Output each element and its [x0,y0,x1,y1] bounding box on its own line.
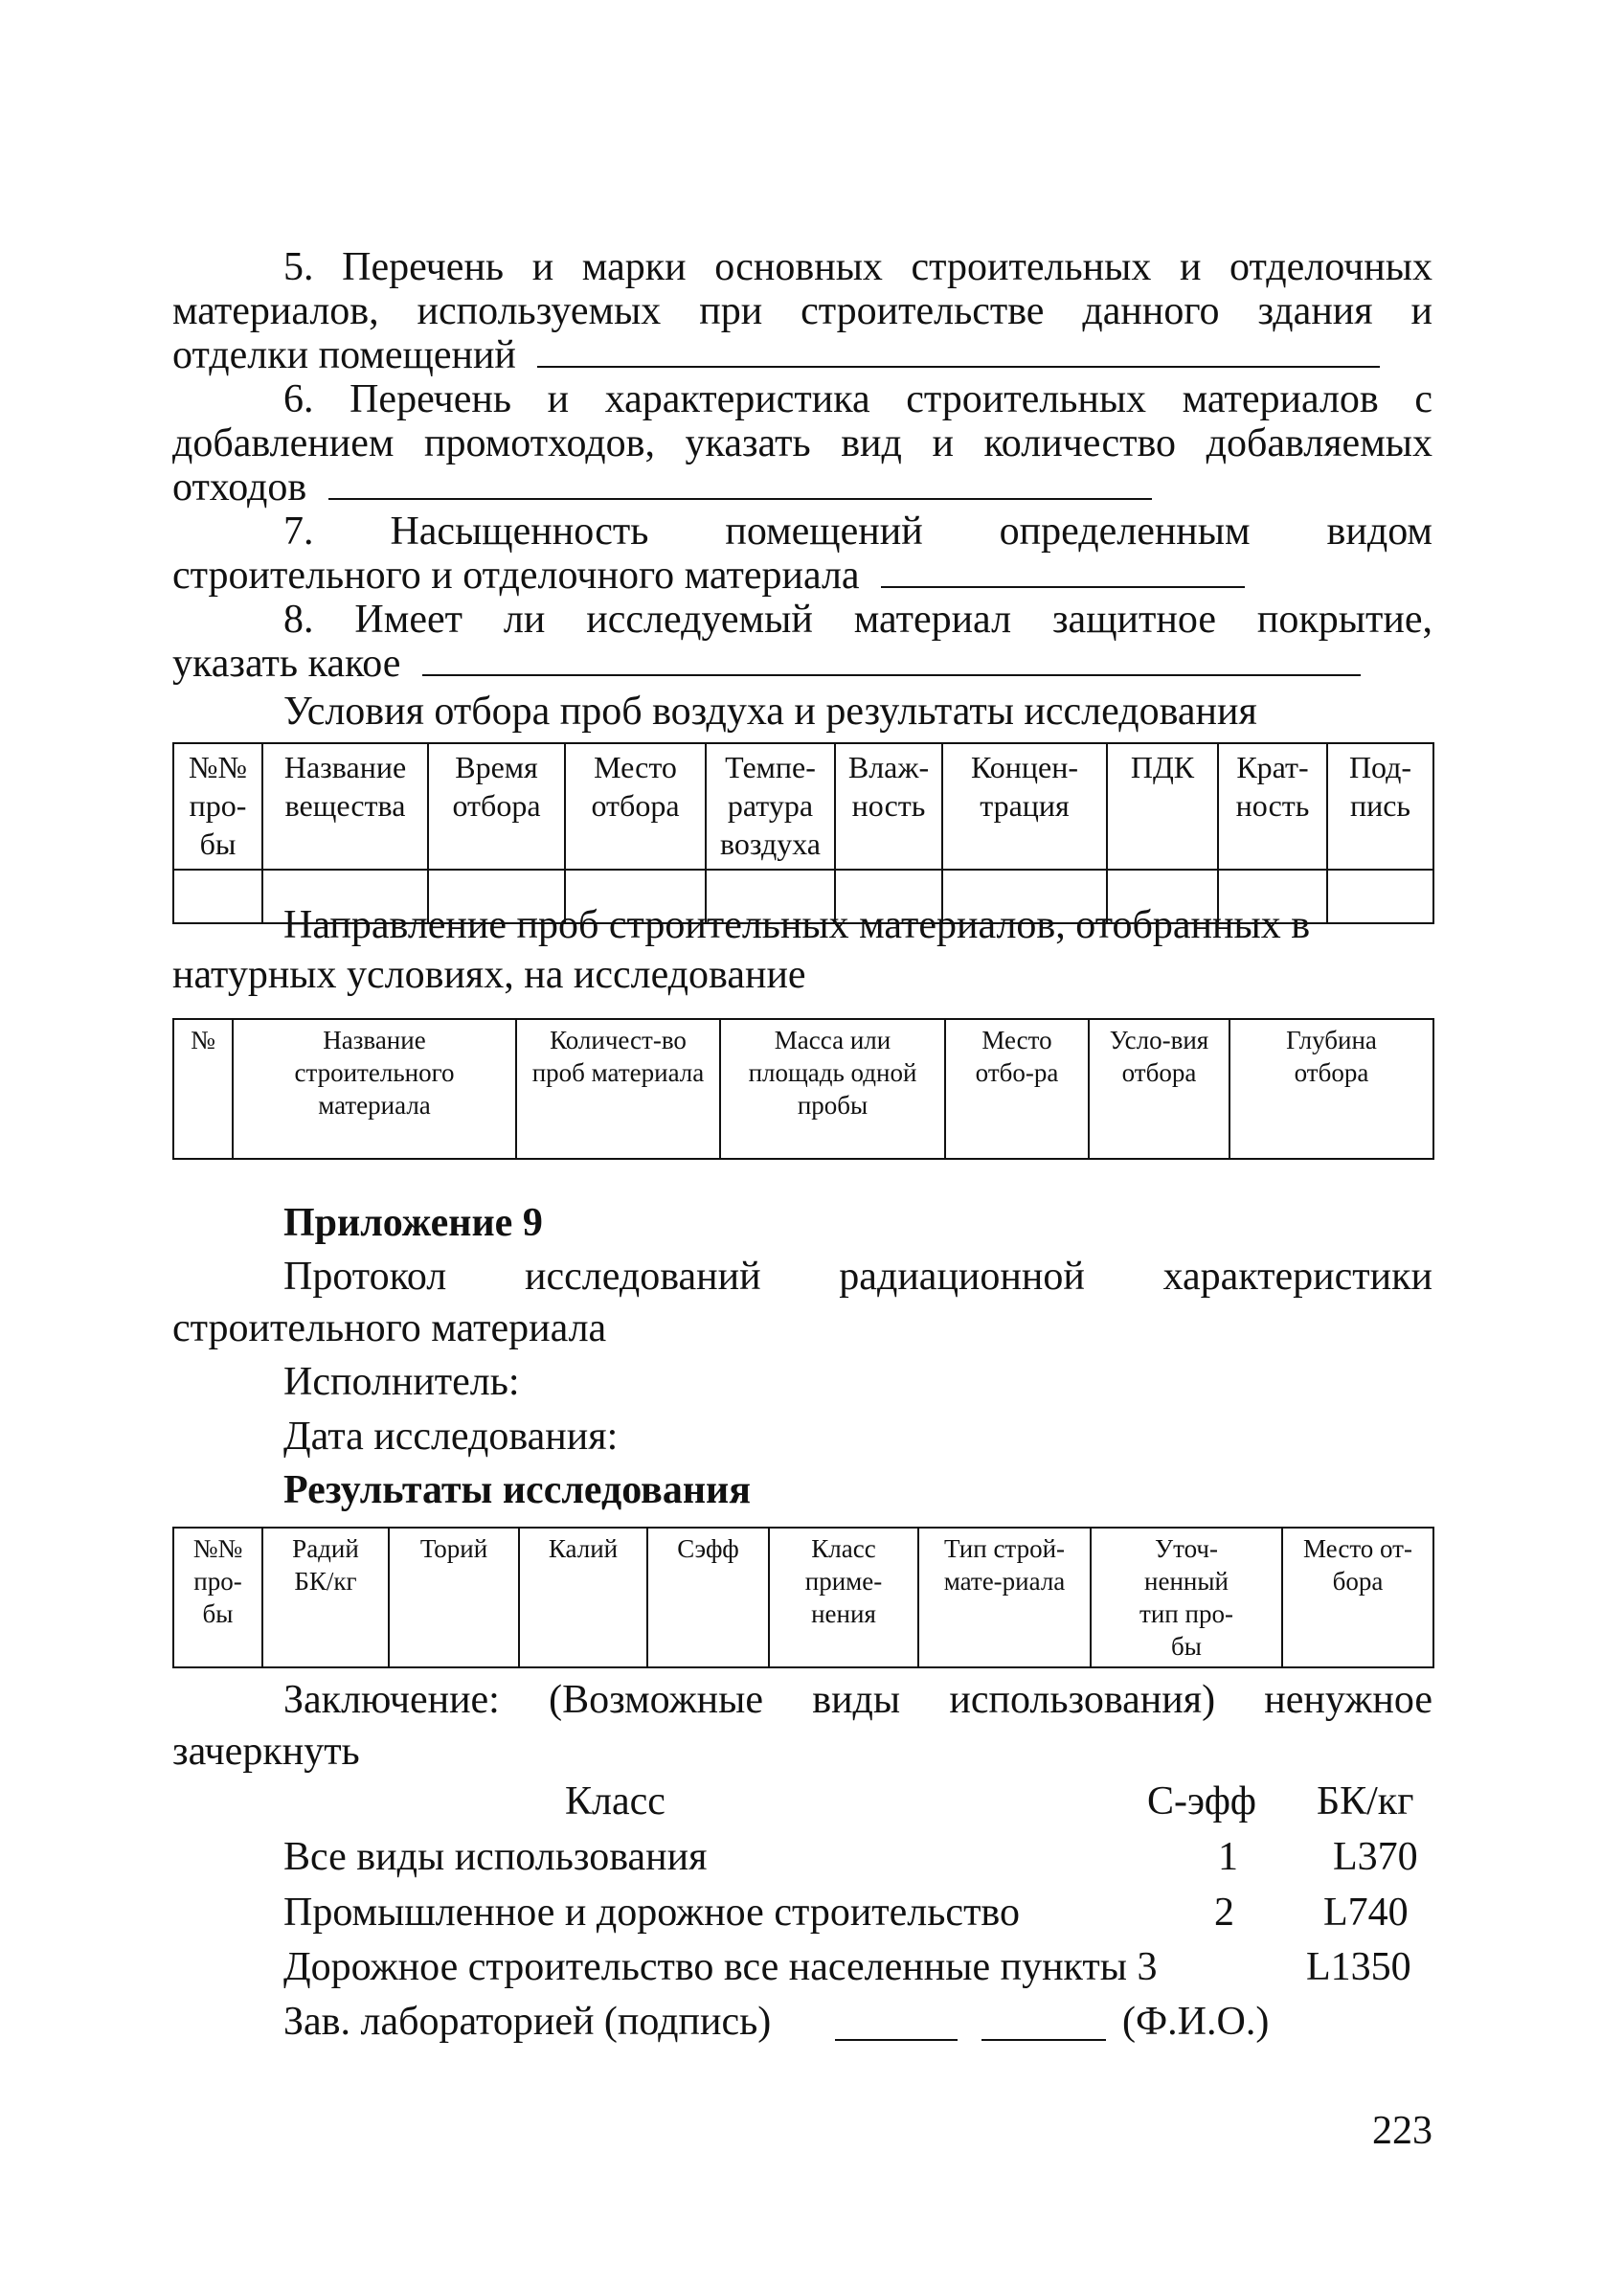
item-8-line-1: 8. Имеет ли исследуемый материал защитное покрытие, [283,598,1432,642]
item-8-blank [422,642,1361,676]
header-cell: Темпе- ратура воздуха [706,743,835,870]
unit-header-label: БК/кг [1317,1779,1414,1824]
item-7-text: строительного и отделочного материала [172,554,860,598]
appendix-title: Приложение 9 [283,1201,543,1245]
table-header-row [173,1019,1433,1159]
table-header-row [173,743,1433,870]
class-row-2 [0,1888,1624,1937]
header-cell: Влаж- ность [835,743,942,870]
item-6-line-3 [172,465,1432,510]
header-cell: Усло-вия отбора [1089,1019,1229,1159]
class-limit: L370 [1333,1835,1418,1879]
table-2-caption-line-1: Направление проб строительных материалов, отобранных в [283,903,1311,947]
header-cell: Количест-во проб материала [516,1019,720,1159]
class-limit: L1350 [1306,1945,1411,1989]
signature-line [0,1997,1624,2047]
header-cell: Тип строй- мате-риала [918,1528,1091,1667]
class-row-1 [0,1832,1624,1882]
header-cell: №№ про- бы [173,1528,262,1667]
item-8-line-2 [172,642,1432,686]
material-samples-table [172,1018,1434,1160]
header-cell: Класс приме- нения [769,1528,918,1667]
fio-label: (Ф.И.О.) [1122,2000,1270,2044]
header-cell: Калий [519,1528,647,1667]
header-cell: Уточ- ненный тип про- бы [1091,1528,1282,1667]
air-sampling-table [172,742,1434,924]
signature-blank-2 [981,2006,1106,2041]
class-name: Дорожное строительство все населенные пункты 3 [283,1945,1158,1989]
header-cell: Место отбо-ра [945,1019,1089,1159]
item-6-blank [328,465,1152,500]
header-cell: № [173,1019,233,1159]
item-7-blank [881,554,1245,588]
item-5-text: отделки помещений [172,333,516,377]
header-cell: Концен- трация [942,743,1107,870]
conclusion-line-2: зачеркнуть [172,1730,360,1774]
item-6-line-2: добавлением промотходов, указать вид и количество добавляемых [172,421,1432,465]
class-number: 1 [1218,1835,1238,1879]
header-cell: Радий БК/кг [262,1528,389,1667]
table-1-caption: Условия отбора проб воздуха и результаты исследования [283,690,1257,734]
header-cell: Место отбора [565,743,706,870]
class-header-label: Класс [565,1779,665,1824]
header-cell: Время отбора [428,743,565,870]
item-6-text: отходов [172,465,307,510]
item-5-line-3 [172,333,1432,377]
executor-label: Исполнитель: [283,1360,520,1404]
item-5-line-1: 5. Перечень и марки основных строительных и отделочных [283,245,1432,289]
page-number: 223 [1372,2109,1432,2153]
conclusion-line-1: Заключение: (Возможные виды использования) ненужное [283,1678,1432,1722]
header-cell: Название строительного материала [233,1019,516,1159]
results-heading: Результаты исследования [283,1468,751,1512]
header-cell: Под- пись [1327,743,1433,870]
header-cell: Торий [389,1528,519,1667]
header-cell: ПДК [1107,743,1218,870]
header-cell: Место от- бора [1282,1528,1433,1667]
item-6-line-1: 6. Перечень и характеристика строительных материалов с [283,377,1432,421]
header-cell: Глубина отбора [1229,1019,1433,1159]
class-table-header [0,1777,1624,1826]
header-cell: №№ про- бы [173,743,262,870]
header-cell: Сэфф [647,1528,769,1667]
header-cell: Крат- ность [1218,743,1327,870]
item-5-blank [537,333,1380,368]
header-cell: Название вещества [262,743,428,870]
protocol-line-1: Протокол исследований радиационной характеристики [283,1255,1432,1299]
signature-blank-1 [835,2006,958,2041]
class-limit: L740 [1323,1891,1409,1935]
class-number: 2 [1214,1891,1234,1935]
signature-label: Зав. лабораторией (подпись) [283,2000,772,2044]
class-name: Все виды использования [283,1835,708,1879]
item-5-line-2: материалов, используемых при строительстве данного здания и [172,289,1432,333]
header-cell: Масса или площадь одной пробы [720,1019,945,1159]
radiation-results-table [172,1527,1434,1668]
table-header-row [173,1528,1433,1667]
table-2-caption-line-2: натурных условиях, на исследование [172,953,806,997]
date-label: Дата исследования: [283,1415,619,1459]
ceff-header-label: С-эфф [1147,1779,1256,1824]
item-7-line-2 [172,554,1432,598]
class-row-3 [0,1942,1624,1992]
item-7-line-1: 7. Насыщенность помещений определенным видом [283,510,1432,554]
item-8-text: указать какое [172,642,401,686]
protocol-line-2: строительного материала [172,1306,607,1350]
class-name: Промышленное и дорожное строительство [283,1891,1020,1935]
